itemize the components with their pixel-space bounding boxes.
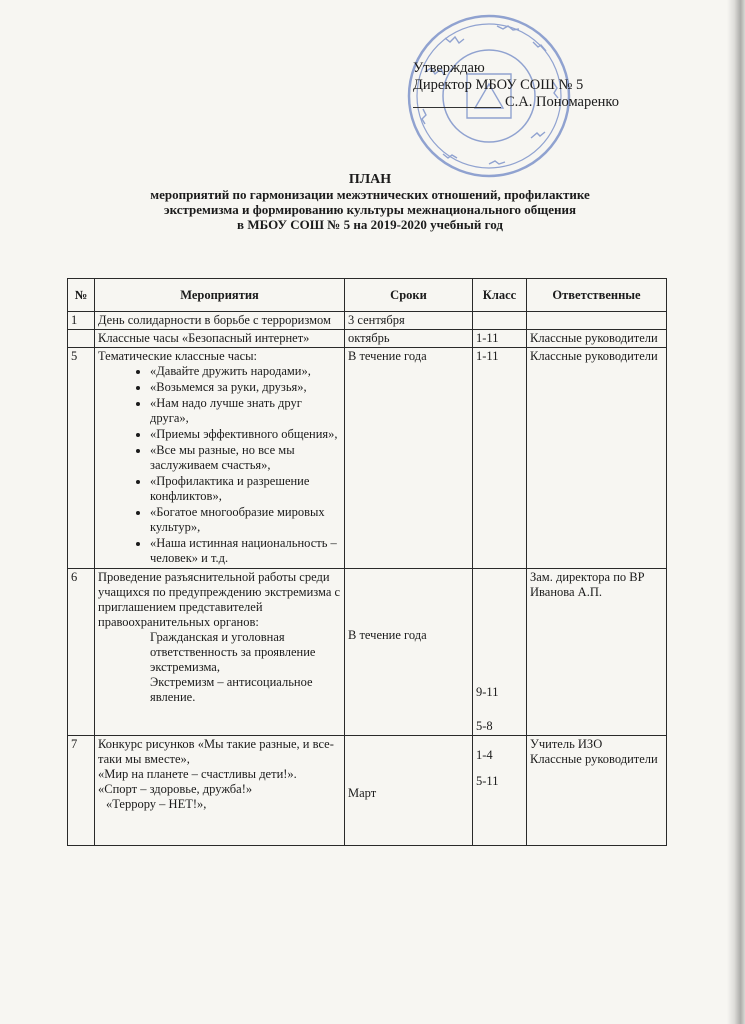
approval-signature-line <box>413 94 619 111</box>
row-grade <box>473 736 527 846</box>
responsible-text: Учитель ИЗО <box>530 737 603 751</box>
spacer <box>348 737 469 775</box>
spacer <box>476 570 523 674</box>
spacer <box>476 674 523 685</box>
row-event: День солидарности в борьбе с терроризмом <box>95 312 345 330</box>
event-line: «Мир на планете – счастливы дети!». <box>98 767 297 781</box>
row-number: 6 <box>68 569 95 736</box>
grade-text: 9-11 <box>476 685 499 699</box>
title-line-3: в МБОУ СОШ № 5 на 2019-2020 учебный год <box>237 217 503 232</box>
row-term: октябрь <box>345 330 473 348</box>
row-term: 3 сентября <box>345 312 473 330</box>
grade-text: 5-8 <box>476 719 493 733</box>
row-event <box>95 348 345 569</box>
row-number: 7 <box>68 736 95 846</box>
term-text: Март <box>348 786 377 800</box>
row-term: В течение года <box>345 348 473 569</box>
spacer <box>348 570 469 612</box>
approval-line-1: Утверждаю <box>413 60 485 76</box>
title-main: ПЛАН <box>348 172 392 187</box>
row-responsible: Классные руководители <box>527 348 667 569</box>
event-subitem: Экстремизм – антисоциальное явление. <box>150 675 313 704</box>
table-header-row <box>68 279 667 312</box>
row-event <box>95 569 345 736</box>
title-line-2: экстремизма и формированию культуры межнационального общения <box>163 202 577 217</box>
event-subitem: Гражданская и уголовная ответственность за проявление экстремизма, <box>150 630 316 674</box>
row-event: Классные часы «Безопасный интернет» <box>95 330 345 348</box>
row-number: 1 <box>68 312 95 330</box>
responsible-text: Классные руководители <box>530 752 658 766</box>
grade-text: 1-4 <box>476 748 493 762</box>
row-event <box>95 736 345 846</box>
row-grade <box>473 312 527 330</box>
header-events: Мероприятия <box>95 279 345 312</box>
table-row <box>68 736 667 846</box>
responsible-text: Зам. директора по ВР <box>530 570 645 584</box>
approval-line-2: Директор МБОУ СОШ № 5 <box>413 77 584 93</box>
list-item: • «Давайте дружить народами», <box>150 364 341 379</box>
table-row <box>68 330 667 348</box>
spacer <box>476 763 523 774</box>
row-grade <box>473 569 527 736</box>
list-item: • «Возьмемся за руки, друзья», <box>150 380 341 395</box>
list-item: • «Нам надо лучше знать друг друга», <box>150 396 341 426</box>
row-term <box>345 569 473 736</box>
event-line: «Спорт – здоровье, дружба!» <box>98 782 253 796</box>
spacer <box>348 612 469 628</box>
header-grade: Класс <box>473 279 527 312</box>
events-table <box>67 278 667 846</box>
approval-signer: С.А. Пономаренко <box>505 94 619 110</box>
row-responsible <box>527 569 667 736</box>
header-term: Сроки <box>345 279 473 312</box>
row-grade: 1-11 <box>473 330 527 348</box>
list-item: • «Все мы разные, но все мы заслуживаем счастья», <box>150 443 341 473</box>
table-row <box>68 348 667 569</box>
title-line-1: мероприятий по гармонизации межэтнических отношений, профилактике <box>150 187 590 202</box>
row-responsible <box>527 312 667 330</box>
event-line: Конкурс рисунков «Мы такие разные, и все-таки мы вместе», <box>98 737 334 766</box>
spacer <box>476 737 523 748</box>
table-row <box>68 312 667 330</box>
spacer <box>476 700 523 719</box>
grade-text: 5-11 <box>476 774 499 788</box>
table-row <box>68 569 667 736</box>
row-number: 5 <box>68 348 95 569</box>
header-responsible: Ответственные <box>527 279 667 312</box>
list-item: • «Приемы эффективного общения», <box>150 427 341 442</box>
topic-list <box>98 364 341 566</box>
header-number: № <box>68 279 95 312</box>
row-responsible <box>527 736 667 846</box>
list-item: • «Богатое многообразие мировых культур», <box>150 505 341 535</box>
responsible-text: Иванова А.П. <box>530 585 602 599</box>
event-line: «Террору – НЕТ!», <box>106 797 207 811</box>
list-item: • «Наша истинная национальность – человек» и т.д. <box>150 536 341 566</box>
document-title <box>80 172 660 232</box>
spacer <box>348 775 469 786</box>
row-responsible: Классные руководители <box>527 330 667 348</box>
term-text: В течение года <box>348 628 427 642</box>
row-term <box>345 736 473 846</box>
scan-edge-shadow <box>727 0 745 1024</box>
list-item: • «Профилактика и разрешение конфликтов», <box>150 474 341 504</box>
event-intro: Тематические классные часы: <box>98 349 258 363</box>
signature-blank <box>413 107 501 108</box>
approval-block <box>413 60 619 111</box>
row-grade: 1-11 <box>473 348 527 569</box>
event-intro: Проведение разъяснительной работы среди учащихся по предупреждению экстремизма с приглашением представителей правоохранительных органов: <box>98 570 341 629</box>
row-number <box>68 330 95 348</box>
